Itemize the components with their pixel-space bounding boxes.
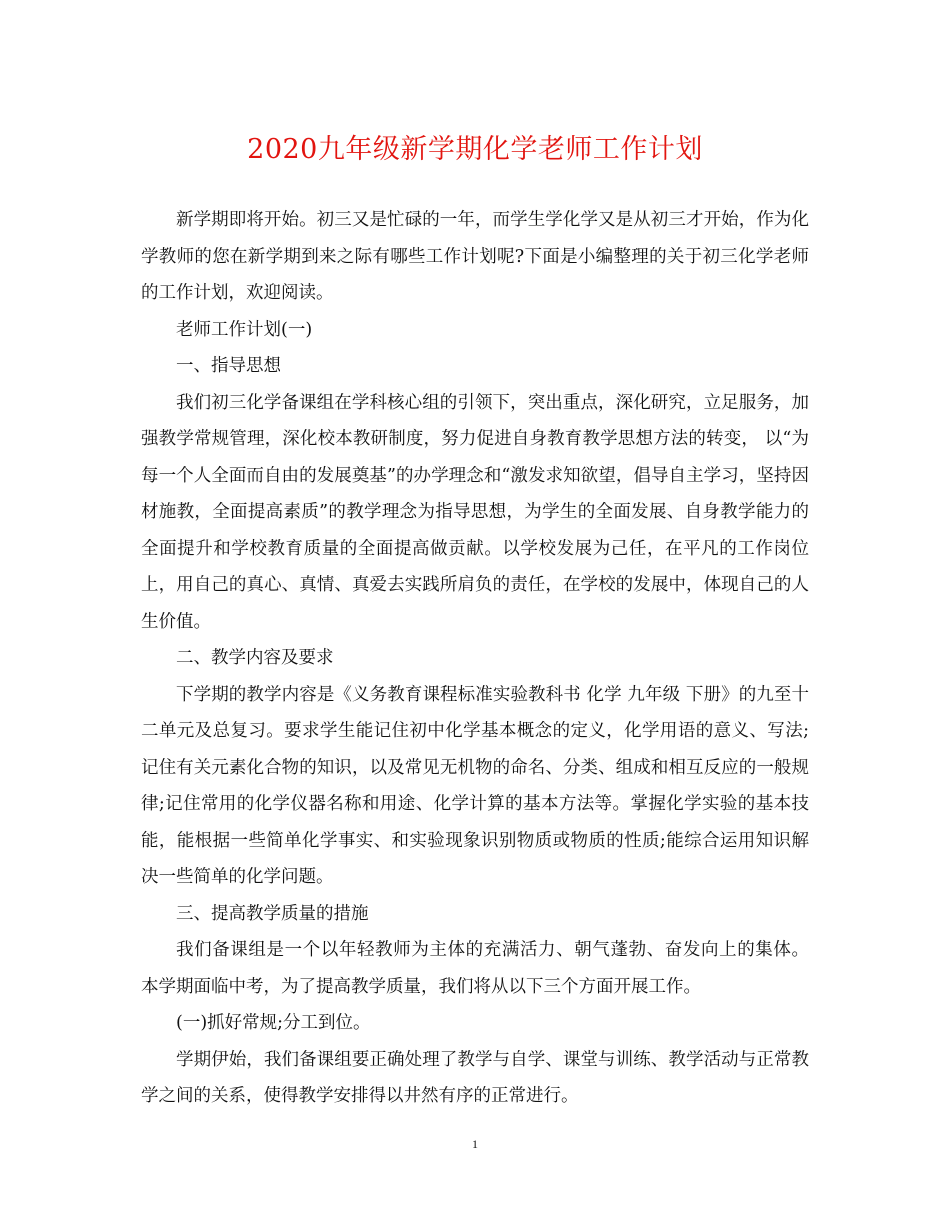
document-title: 2020九年级新学期化学老师工作计划	[247, 134, 703, 165]
paragraph-content-requirements: 下学期的教学内容是《义务教育课程标准实验教科书 化学 九年级 下册》的九至十二单元及总复习。要求学生能记住初中化学基本概念的定义，化学用语的意义、写法;记住有关元素化合物的知识，以及常见无机物的命名、分类、组成和相互反应的一般规律;记住常用的化学仪器名称和用途、化学计算的基本方法等。掌握化学实验的基本技能，能根据一些简单化学事实、和实验现象识别物质或物质的性质;能综合运用知识解决一些简单的化学问题。	[141, 684, 809, 887]
subheading-routine: (一)抓好常规;分工到位。	[176, 1013, 371, 1033]
document-body	[141, 202, 809, 1115]
section-heading-content-requirements: 二、教学内容及要求	[176, 648, 334, 668]
paragraph-guiding-thought: 我们初三化学备课组在学科核心组的引领下，突出重点，深化研究，立足服务，加强教学常规管理，深化校本教研制度，努力促进自身教育教学思想方法的转变， 以“为每一个人全面而自由的发展奠基”的办学理念和“激发求知欲望，倡导自主学习，坚持因材施教，全面提高素质”的教学理念为指导思想，为学生的全面发展、自身教学能力的全面提升和学校教育质量的全面提高做贡献。以学校发展为己任，在平凡的工作岗位上，用自己的真心、真情、真爱去实践所肩负的责任，在学校的发展中，体现自己的人生价值。	[141, 392, 809, 632]
section-heading-plan-1: 老师工作计划(一)	[176, 319, 313, 340]
paragraph-intro: 新学期即将开始。初三又是忙碌的一年，而学生学化学又是从初三才开始，作为化学教师的您在新学期到来之际有哪些工作计划呢?下面是小编整理的关于初三化学老师的工作计划，欢迎阅读。	[141, 210, 809, 303]
paragraph-measures: 我们备课组是一个以年轻教师为主体的充满活力、朝气蓬勃、奋发向上的集体。 本学期面临中考，为了提高教学质量，我们将从以下三个方面开展工作。	[141, 940, 809, 997]
section-heading-guiding-thought: 一、指导思想	[176, 356, 281, 376]
paragraph-routine: 学期伊始，我们备课组要正确处理了教学与自学、课堂与训练、教学活动与正常教学之间的关系，使得教学安排得以井然有序的正常进行。	[141, 1049, 809, 1106]
section-heading-measures: 三、提高教学质量的措施	[176, 903, 369, 924]
page-number: 1	[472, 1137, 478, 1151]
